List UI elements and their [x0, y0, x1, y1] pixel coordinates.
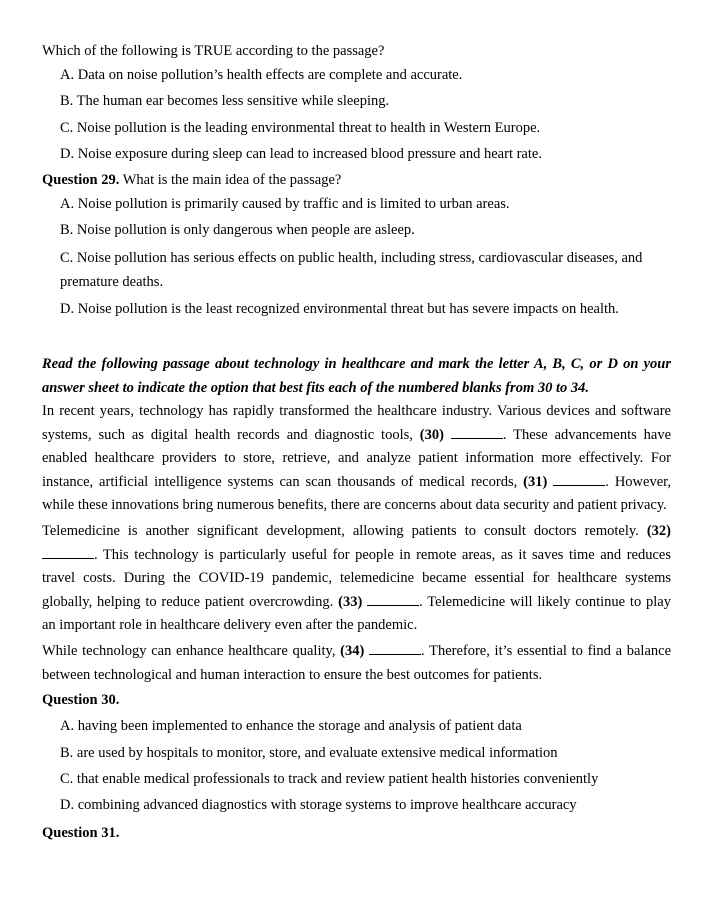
blank-34-number: (34)	[340, 643, 365, 660]
p1-text-c: . However, while these innovations bring numerous benefits, there are concerns about data security and patient privacy.	[42, 473, 671, 514]
exam-page	[42, 40, 671, 848]
blank-32-number: (32)	[646, 523, 671, 540]
q29-option-b[interactable]: B. Noise pollution is only dangerous when people are asleep.	[60, 222, 415, 239]
q28-option-d[interactable]: D. Noise exposure during sleep can lead to increased blood pressure and heart rate.	[60, 145, 542, 162]
q29-option-c[interactable]: C. Noise pollution has serious effects on public health, including stress, cardiovascular diseases, and premature deaths.	[60, 249, 643, 290]
q29-stem	[42, 169, 671, 193]
passage-paragraph-2	[42, 520, 671, 638]
q29-option-a[interactable]: A. Noise pollution is primarily caused by traffic and is limited to urban areas.	[60, 196, 510, 213]
p2-text-b: . This technology is particularly useful for people in remote areas, as it saves time and reduces travel costs. During the COVID-19 pandemic, telemedicine became essential for healthcare systems globally, helping to reduce patient overcrowding.	[42, 546, 671, 610]
blank-31-number: (31)	[523, 473, 548, 490]
q28-stem: Which of the following is TRUE according to the passage?	[42, 43, 385, 59]
q29-stem-text: What is the main idea of the passage?	[119, 172, 342, 189]
q28-option-c[interactable]: C. Noise pollution is the leading environmental threat to health in Western Europe.	[60, 119, 541, 136]
q30-option-b[interactable]: B. are used by hospitals to monitor, store, and evaluate extensive medical information	[60, 744, 558, 761]
blank-31	[553, 473, 605, 486]
q30-label: Question 30.	[42, 692, 120, 709]
p3-text-a: While technology can enhance healthcare quality,	[42, 643, 341, 660]
blank-30	[451, 426, 503, 439]
p2-text-c: . Telemedicine will likely continue to play an important role in healthcare delivery even after the pandemic.	[42, 593, 671, 634]
passage-paragraph-3	[42, 640, 671, 687]
q30-option-a[interactable]: A. having been implemented to enhance the storage and analysis of patient data	[60, 718, 522, 735]
q30-option-d[interactable]: D. combining advanced diagnostics with storage systems to improve healthcare accuracy	[60, 797, 577, 814]
q29-label: Question 29.	[42, 172, 120, 189]
blank-33-number: (33)	[338, 593, 363, 610]
q28-option-a[interactable]: A. Data on noise pollution’s health effects are complete and accurate.	[60, 67, 463, 83]
passage-paragraph-1	[42, 400, 671, 518]
p2-text-a: Telemedicine is another significant development, allowing patients to consult doctors remotely.	[42, 523, 647, 540]
q30-option-c[interactable]: C. that enable medical professionals to track and review patient health histories conveniently	[60, 770, 599, 787]
p3-text-b: . Therefore, it’s essential to find a balance between technological and human interaction to ensure the best outcomes for patients.	[42, 643, 672, 683]
section-instruction: Read the following passage about technology in healthcare and mark the letter A, B, C, or D on your answer sheet to indicate the option that best fits each of the numbered blanks from 30 to 34.	[42, 356, 671, 397]
p1-text-a: In recent years, technology has rapidly transformed the healthcare industry. Various devices and software systems, such as digital health records and diagnostic tools,	[42, 403, 671, 443]
blank-33	[367, 593, 419, 606]
blank-32	[42, 546, 94, 559]
p1-text-b: . These advancements have enabled healthcare providers to store, retrieve, and analyze patient information more effectively. For instance, artificial intelligence systems can scan thousands of medical records,	[42, 426, 672, 490]
q28-option-b[interactable]: B. The human ear becomes less sensitive while sleeping.	[60, 93, 390, 110]
blank-34	[369, 642, 421, 655]
q29-option-d[interactable]: D. Noise pollution is the least recognized environmental threat but has severe impacts on health.	[60, 300, 619, 317]
q31-label: Question 31.	[42, 825, 120, 842]
blank-30-number: (30)	[419, 426, 444, 443]
